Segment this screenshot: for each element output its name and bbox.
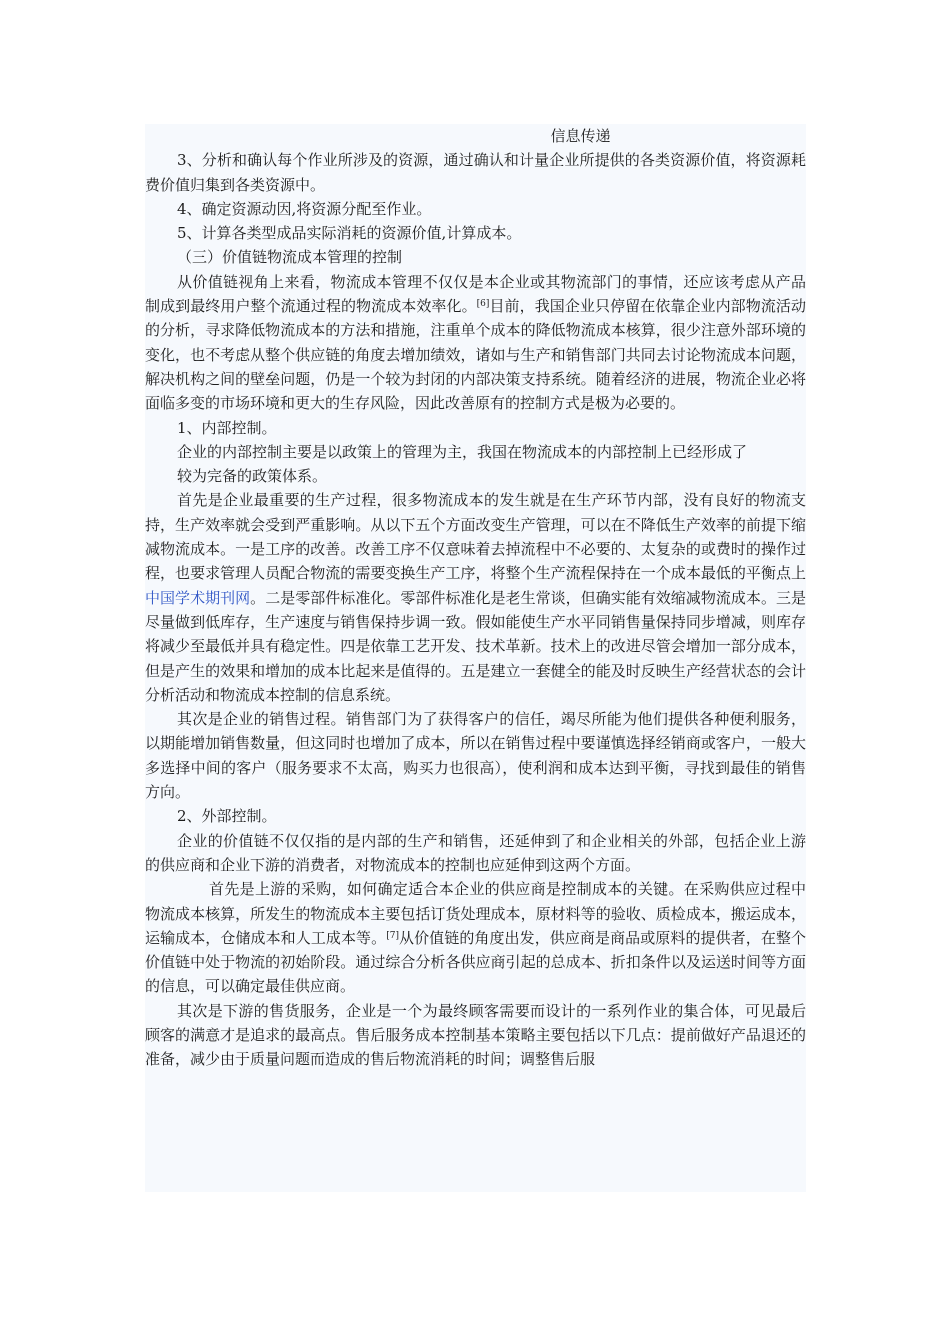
citation-7: [7] [386,930,399,941]
paragraph-2-line-b: 较为完备的政策体系。 [177,467,328,486]
paragraph-1 [145,270,806,416]
step-5: 5、计算各类型成品实际消耗的资源价值,计算成本。 [177,224,522,243]
paragraph-3-part-a: 首先是企业最重要的生产过程，很多物流成本的发生就是在生产环节内部，没有良好的物流支持，生产效率就会受到严重影响。从以下五个方面改变生产管理，可以在不降低生产效率的前提下缩减物流成本。一是工序的改善。改善工序不仅意味着去掉流程中不必要的、太复杂的或费时的操作过程，也要求管理人员配合物流的需要变换生产工序，将整个生产流程保持在一个成本最低的平衡点上 [145,491,806,583]
paragraph-4: 其次是企业的销售过程。销售部门为了获得客户的信任，竭尽所能为他们提供各种便利服务，以期能增加销售数量，但这同时也增加了成本，所以在销售过程中要谨慎选择经销商或客户，一般大多选择中间的客户（服务要求不太高，购买力也很高），使利润和成本达到平衡，寻找到最佳的销售方向。 [145,710,806,802]
paragraph-7: 其次是下游的售货服务，企业是一个为最终顾客需要而设计的一系列作业的集合体，可见最后顾客的满意才是追求的最高点。售后服务成本控制基本策略主要包括以下几点：提前做好产品退还的准备，减少由于质量问题而造成的售后物流消耗的时间；调整售后服 [145,1001,806,1069]
subsection-1-title: 1、内部控制。 [177,418,277,437]
heading-fragment: 信息传递 [550,127,611,145]
section-3-title: （三）价值链物流成本管理的控制 [177,248,403,267]
step-4: 4、确定资源动因,将资源分配至作业。 [177,199,432,218]
paragraph-3-part-b: 。二是零部件标准化。零部件标准化是老生常谈，但确实能有效缩减物流成本。三是尽量做到低库存，生产速度与销售保持步调一致。假如能使生产水平同销售量保持同步增减，则库存将减少至最低并具有稳定性。四是依靠工艺开发、技术革新。技术上的改进尽管会增加一部分成本，但是产生的效果和增加的成本比起来是值得的。五是建立一套健全的能及时反映生产经营状态的会计分析活动和物流成本控制的信息系统。 [145,588,806,704]
paragraph-1-part-a: 从价值链视角上来看，物流成本管理不仅仅是本企业或其物流部门的事情，还应该考虑从产品制成到最终用户整个流通过程的物流成本效率化。 [145,272,806,316]
paragraph-1-part-b: 目前，我国企业只停留在依靠企业内部物流活动的分析，寻求降低物流成本的方法和措施，注重单个成本的降低物流成本核算，很少注意外部环境的变化，也不考虑从整个供应链的角度去增加绩效，诸如与生产和销售部门共同去讨论物流成本问题，解决机构之间的壁垒问题，仍是一个较为封闭的内部决策支持系统。随着经济的进展，物流企业必将面临多变的市场环境和更大的生存风险，因此改善原有的控制方式是极为必要的。 [145,297,806,413]
paragraph-3 [145,488,806,707]
document-body [145,124,806,1192]
paragraph-5: 企业的价值链不仅仅指的是内部的生产和销售，还延伸到了和企业相关的外部，包括企业上游的供应商和企业下游的消费者，对物流成本的控制也应延伸到这两个方面。 [145,831,806,874]
subsection-2-title: 2、外部控制。 [177,807,277,826]
citation-6: [6] [476,299,490,310]
paragraph-2-line-a: 企业的内部控制主要是以政策上的管理为主，我国在物流成本的内部控制上已经形成了 [177,442,748,461]
paragraph-6-part-b: 从价值链的角度出发，供应商是商品或原料的提供者，在整个价值链中处于物流的初始阶段。通过综合分析各供应商引起的总成本、折扣条件以及运送时间等方面的信息，可以确定最佳供应商。 [145,928,806,996]
paragraph-6 [145,877,806,998]
step-3: 3、分析和确认每个作业所涉及的资源，通过确认和计量企业所提供的各类资源价值，将资源耗费价值归集到各类资源中。 [145,151,806,194]
journal-link[interactable]: 中国学术期刊网 [145,588,251,607]
paragraph-6-part-a: 首先是上游的采购，如何确定适合本企业的供应商是控制成本的关键。在采购供应过程中物流成本核算，所发生的物流成本主要包括订货处理成本，原材料等的验收、质检成本，搬运成本，运输成本，仓储成本和人工成本等。 [145,880,806,947]
